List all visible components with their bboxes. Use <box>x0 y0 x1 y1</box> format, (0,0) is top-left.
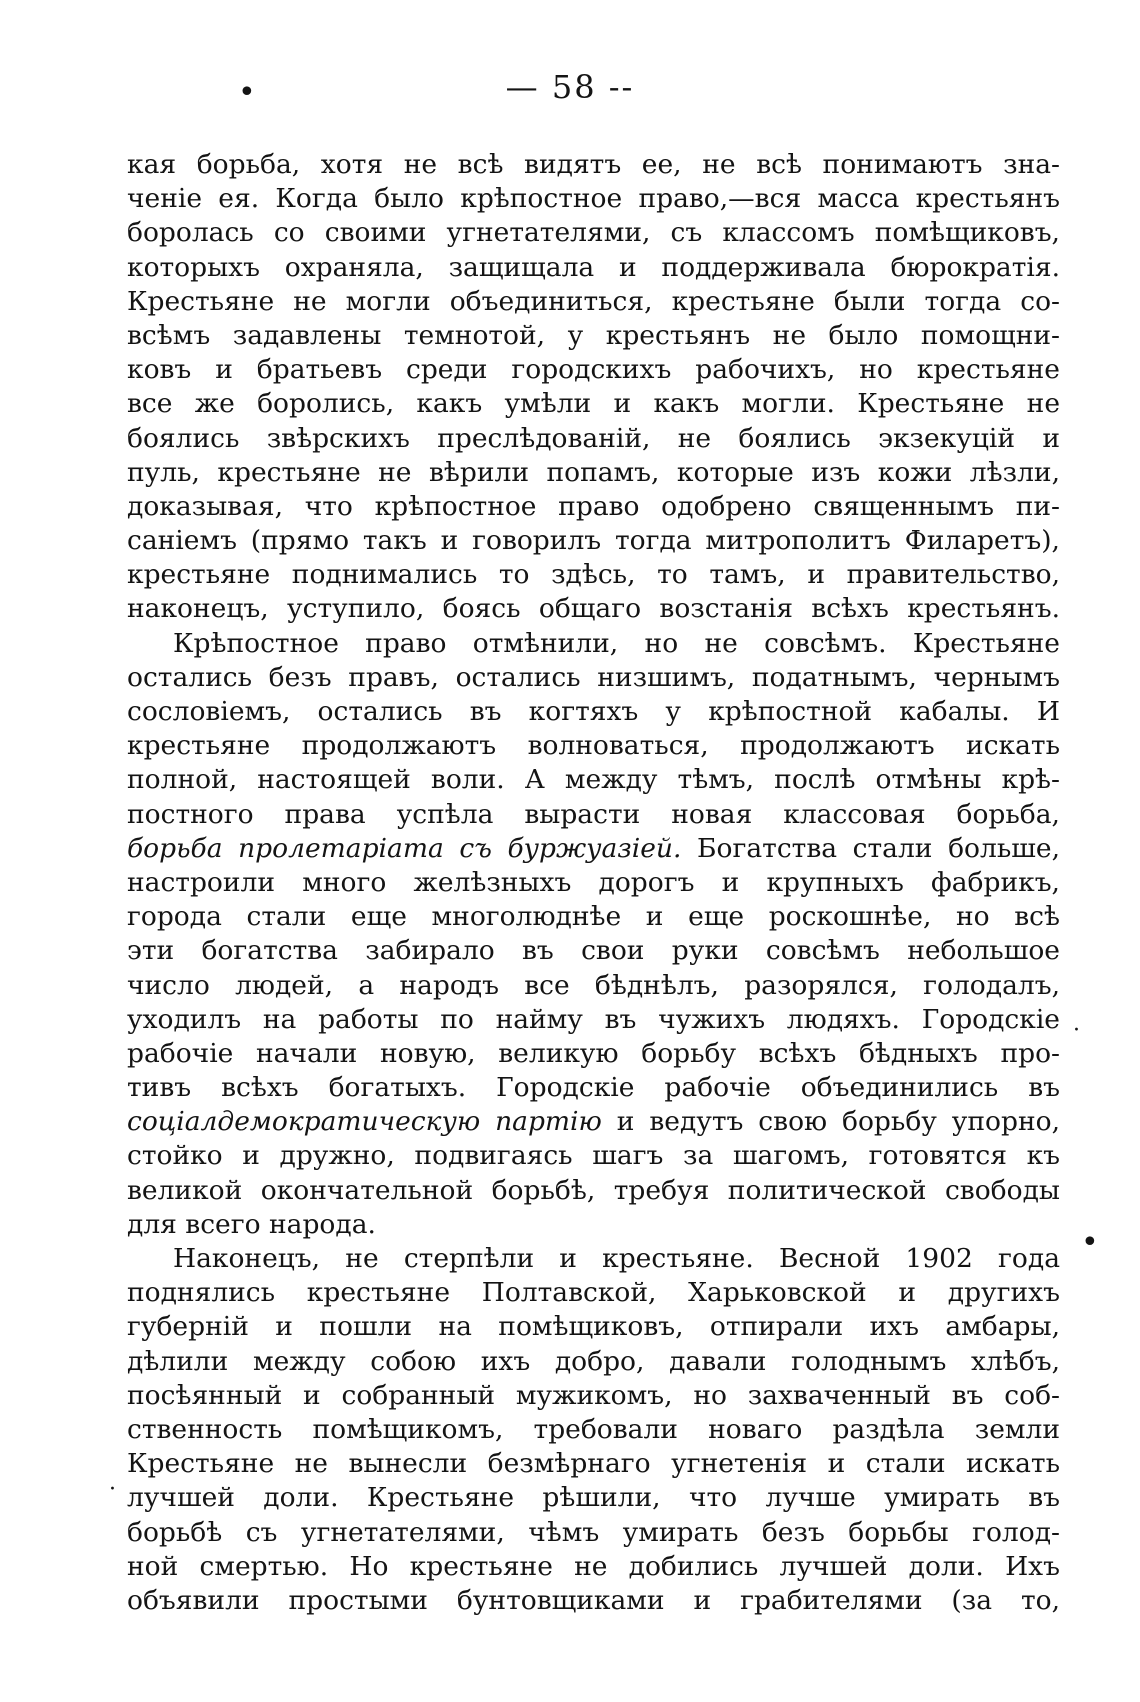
text-line: Наконецъ, не стерпѣли и крестьяне. Весной 1902 года <box>173 1243 1060 1274</box>
text-line: ченіе ея. Когда было крѣпостное право,—вся масса крестьянъ <box>127 183 1060 215</box>
text-line: которыхъ охраняла, защищала и поддерживала бюрократія. <box>127 251 1060 283</box>
text-line: Крестьяне не вынесли безмѣрнаго угнетенія и стали искать <box>127 1448 1060 1480</box>
page-number: — 58 -- <box>505 68 635 106</box>
print-speck: · <box>1073 1018 1080 1043</box>
text-line: крестьяне поднимались то здѣсь, то тамъ, и правительство, <box>127 559 1060 591</box>
body-text <box>127 148 1060 1618</box>
text-line: постного права успѣла вырасти новая классовая борьба, <box>127 798 1060 830</box>
text-line: тивъ всѣхъ богатыхъ. Городскіе рабочіе объединились въ <box>127 1072 1060 1104</box>
text-line: ной смертью. Но крестьяне не добились лучшей доли. Ихъ <box>127 1550 1060 1582</box>
text-segment: и ведутъ свою борьбу упорно, <box>601 1106 1060 1138</box>
text-line: великой окончательной борьбѣ, требуя политической свободы <box>127 1174 1060 1206</box>
text-line: крестьяне продолжаютъ волноваться, продолжаютъ искать <box>127 730 1060 762</box>
text-line: боялись звѣрскихъ преслѣдованій, не боялись экзекуцій и <box>127 422 1060 454</box>
text-line: полной, настоящей воли. А между тѣмъ, послѣ отмѣны крѣ- <box>127 764 1060 796</box>
text-line: доказывая, что крѣпостное право одобрено священнымъ пи- <box>127 490 1060 522</box>
print-speck: • <box>238 75 256 110</box>
text-line: уходилъ на работы по найму въ чужихъ людяхъ. Городскіе <box>127 1003 1060 1035</box>
text-line: пуль, крестьяне не вѣрили попамъ, которые изъ кожи лѣзли, <box>127 456 1060 488</box>
italic-phrase: борьба пролетаріата съ буржуазіей. <box>127 832 682 864</box>
text-line <box>127 832 1060 866</box>
text-line: посѣянный и собранный мужикомъ, но захваченный въ соб- <box>127 1379 1060 1411</box>
text-line: эти богатства забирало въ свои руки совсѣмъ небольшое <box>127 935 1060 967</box>
italic-phrase: соціалдемократическую партію <box>127 1106 602 1138</box>
text-line: лучшей доли. Крестьяне рѣшили, что лучше умирать въ <box>127 1482 1060 1514</box>
text-line: дѣлили между собою ихъ добро, давали голоднымъ хлѣбъ, <box>127 1345 1060 1377</box>
text-line: для всего народа. <box>127 1208 376 1240</box>
text-line <box>127 1105 1060 1139</box>
text-line: ковъ и братьевъ среди городскихъ рабочихъ, но крестьяне <box>127 354 1060 386</box>
text-segment: Богатства стали больше, <box>681 832 1060 864</box>
print-speck: • <box>1081 1225 1099 1260</box>
text-line: сословіемъ, остались въ когтяхъ у крѣпостной кабалы. И <box>127 696 1060 727</box>
text-line: объявили простыми бунтовщиками и грабителями (за то, <box>127 1584 1060 1616</box>
text-line: города стали еще многолюднѣе и еще роскошнѣе, но всѣ <box>127 901 1060 933</box>
text-line: наконецъ, уступило, боясь общаго возстанія всѣхъ крестьянъ. <box>127 593 1060 625</box>
text-line: рабочіе начали новую, великую борьбу всѣхъ бѣдныхъ про- <box>127 1037 1060 1069</box>
text-line: саніемъ (прямо такъ и говорилъ тогда митрополитъ Филаретъ), <box>127 525 1060 557</box>
text-line: число людей, а народъ все бѣднѣлъ, разорялся, голодалъ, <box>127 969 1060 1001</box>
text-line: кая борьба, хотя не всѣ видятъ ее, не всѣ понимаютъ зна- <box>127 149 1060 180</box>
text-line: стойко и дружно, подвигаясь шагъ за шагомъ, готовятся къ <box>127 1140 1060 1172</box>
text-line: все же боролись, какъ умѣли и какъ могли. Крестьяне не <box>127 388 1060 420</box>
text-line: борьбѣ съ угнетателями, чѣмъ умирать безъ борьбы голод- <box>127 1516 1060 1548</box>
text-line: Крѣпостное право отмѣнили, но не совсѣмъ. Крестьяне <box>173 627 1060 659</box>
print-speck: · <box>109 1477 116 1502</box>
text-line: губерній и пошли на помѣщиковъ, отпирали ихъ амбары, <box>127 1311 1060 1343</box>
text-line: ственность помѣщикомъ, требовали новаго раздѣла земли <box>127 1413 1060 1445</box>
text-line: поднялись крестьяне Полтавской, Харьковской и другихъ <box>127 1277 1060 1309</box>
text-line: боролась со своими угнетателями, съ классомъ помѣщиковъ, <box>127 217 1060 249</box>
text-line: настроили много желѣзныхъ дорогъ и крупныхъ фабрикъ, <box>127 866 1060 898</box>
text-line: остались безъ правъ, остались низшимъ, податнымъ, чернымъ <box>127 661 1060 693</box>
text-line: Крестьяне не могли объединиться, крестьяне были тогда со- <box>127 285 1060 317</box>
text-line: всѣмъ задавлены темнотой, у крестьянъ не было помощни- <box>127 319 1060 351</box>
